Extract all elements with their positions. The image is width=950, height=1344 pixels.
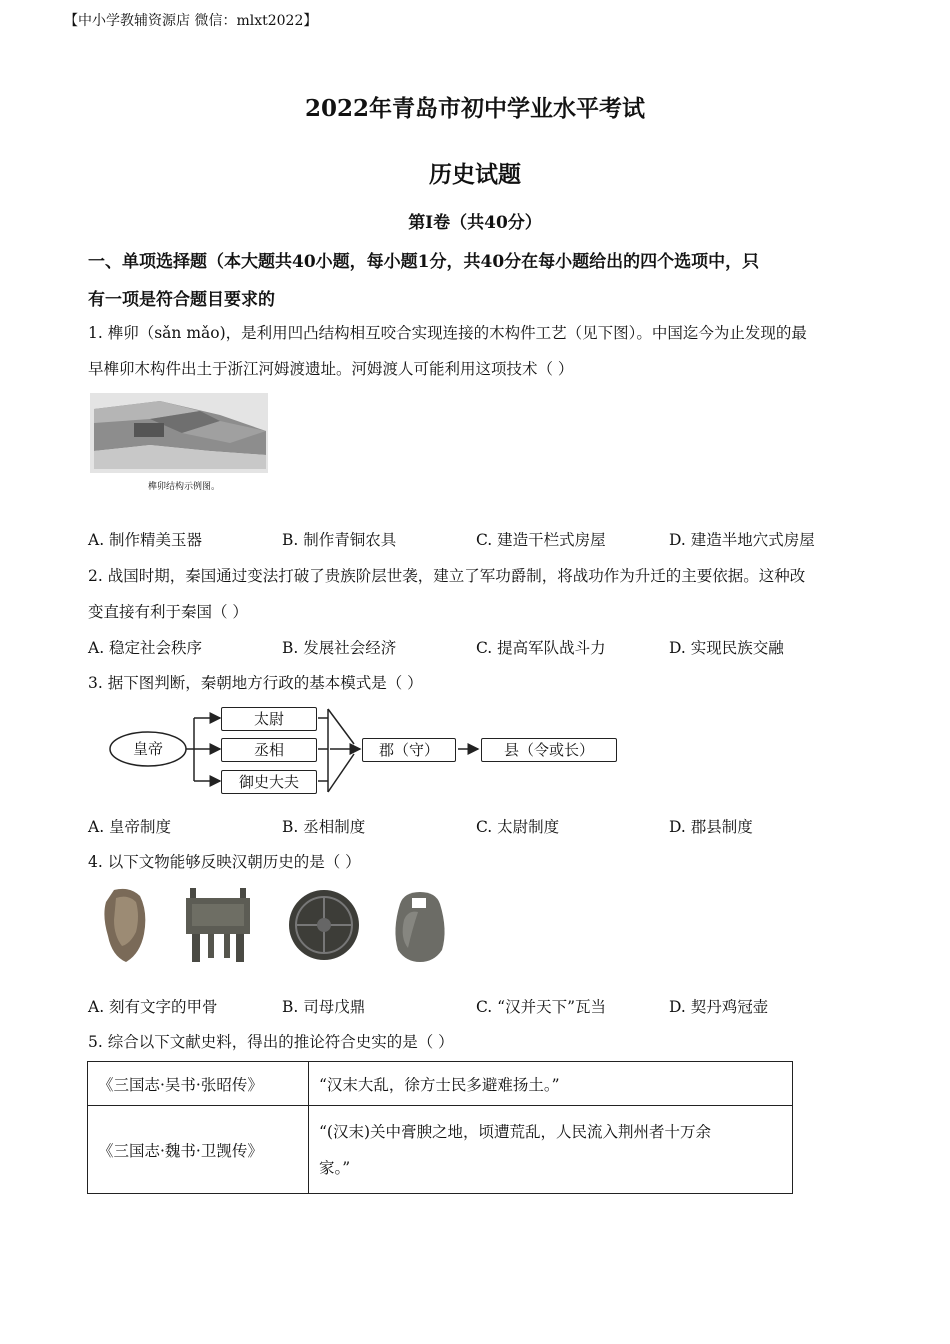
khitan-cockscomb-pot-image (392, 890, 448, 964)
q2-option-d[interactable]: D. 实现民族交融 (669, 639, 784, 657)
qin-administration-diagram (108, 704, 628, 800)
exam-part: 第Ⅰ卷（共40分） (408, 213, 542, 233)
q3-option-d[interactable]: D. 郡县制度 (669, 818, 753, 836)
q2-option-b[interactable]: B. 发展社会经济 (282, 639, 397, 657)
quote-cell (309, 1106, 793, 1194)
official-chengxiang-box: 丞相 (221, 738, 317, 762)
historical-sources-table (87, 1061, 793, 1194)
table-row (88, 1062, 793, 1106)
q4-option-d[interactable]: D. 契丹鸡冠壶 (669, 998, 769, 1016)
q3-option-a[interactable]: A. 皇帝制度 (88, 818, 172, 836)
q2-option-c[interactable]: C. 提高军队战斗力 (476, 639, 606, 657)
quote-line1: “(汉末)关中膏腴之地，顷遭荒乱，人民流入荆州者十万余 (319, 1122, 712, 1141)
han-tile-end-image (288, 888, 360, 962)
q3-option-b[interactable]: B. 丞相制度 (282, 818, 366, 836)
q2-option-a[interactable]: A. 稳定社会秩序 (88, 639, 203, 657)
q1-option-b[interactable]: B. 制作青铜农具 (282, 531, 397, 549)
section-heading-line1: 一、单项选择题（本大题共40小题，每小题1分，共40分在每小题给出的四个选项中，只 (88, 252, 760, 272)
q1-option-a[interactable]: A. 制作精美玉器 (88, 531, 203, 549)
source-cell: 《三国志·吴书·张昭传》 (88, 1062, 309, 1106)
q1-stem-line2: 早榫卯木构件出土于浙江河姆渡遗址。河姆渡人可能利用这项技术（ ） (88, 360, 574, 378)
emperor-node: 皇帝 (132, 740, 163, 758)
q5-stem-line1: 5. 综合以下文献史料，得出的推论符合史实的是（ ） (88, 1033, 454, 1051)
q3-option-c[interactable]: C. 太尉制度 (476, 818, 560, 836)
official-taiwei-box: 太尉 (221, 707, 317, 731)
q2-stem-line1: 2. 战国时期，秦国通过变法打破了贵族阶层世袭，建立了军功爵制，将战功作为升迁的主要依据。这种改 (88, 567, 806, 585)
simuwu-ding-image (184, 888, 254, 964)
q4-option-c[interactable]: C. “汉并天下”瓦当 (476, 998, 607, 1016)
q2-stem-line2: 变直接有利于秦国（ ） (88, 603, 248, 621)
q3-stem-line1: 3. 据下图判断，秦朝地方行政的基本模式是（ ） (88, 674, 423, 692)
page-header: 【中小学教辅资源店 微信：mlxt2022】 (64, 13, 318, 29)
q1-option-c[interactable]: C. 建造干栏式房屋 (476, 531, 606, 549)
q4-option-a[interactable]: A. 刻有文字的甲骨 (88, 998, 218, 1016)
exam-title: 2022年青岛市初中学业水平考试 (304, 95, 645, 122)
q4-stem-line1: 4. 以下文物能够反映汉朝历史的是（ ） (88, 853, 361, 871)
q4-option-b[interactable]: B. 司母戊鼎 (282, 998, 366, 1016)
exam-subject: 历史试题 (429, 161, 521, 188)
mortise-tenon-caption: 榫卯结构示例图。 (148, 482, 221, 492)
section-heading-line2: 有一项是符合题目要求的 (88, 290, 275, 310)
table-row (88, 1106, 793, 1194)
official-yushidafu-box: 御史大夫 (221, 770, 317, 794)
source-cell: 《三国志·魏书·卫觊传》 (88, 1106, 309, 1194)
commandery-box: 郡（守） (362, 738, 456, 762)
oracle-bone-image (100, 886, 150, 964)
quote-line2: 家。” (319, 1158, 351, 1177)
q1-option-d[interactable]: D. 建造半地穴式房屋 (669, 531, 815, 549)
mortise-tenon-image (90, 393, 270, 475)
county-box: 县（令或长） (481, 738, 617, 762)
q1-stem-line1: 1. 榫卯（sǎn mǎo)，是利用凹凸结构相互咬合实现连接的木构件工艺（见下图）。中国迄今为止发现的最 (88, 324, 807, 342)
quote-cell: “汉末大乱，徐方士民多避难扬土。” (309, 1062, 793, 1106)
